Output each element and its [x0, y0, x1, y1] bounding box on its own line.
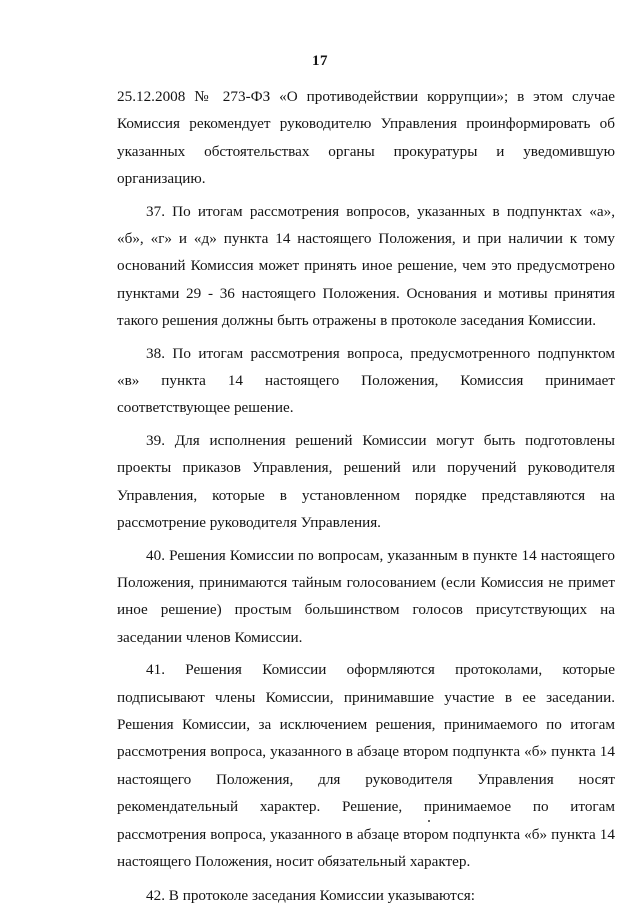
paragraph-37: 37. По итогам рассмотрения вопросов, указанных в подпунктах «а», «б», «г» и «д» пункта 14 настоящего Положения, и при наличии к тому оснований Комиссия может принять иное решение, чем это предусмотрено пунктами 29 - 36 настоящего Положения. Основания и мотивы принятия такого решения должны быть отражены в протоколе заседания Комиссии.: [117, 202, 615, 330]
paragraph-40: 40. Решения Комиссии по вопросам, указанным в пункте 14 настоящего Положения, принимаются тайным голосованием (если Комиссия не примет иное решение) простым большинством голосов присутствующих на заседании членов Комиссии.: [117, 546, 615, 646]
paragraph-42: 42. В протоколе заседания Комиссии указываются:: [146, 887, 475, 905]
paragraph-continuation: 25.12.2008 № 273-ФЗ «О противодействии коррупции»; в этом случае Комиссия рекомендует руководителю Управления проинформировать об указанных обстоятельствах органы прокуратуры и уведомившую организацию.: [117, 88, 615, 188]
scan-speck: [428, 820, 430, 822]
page-number: 17: [312, 53, 328, 69]
paragraph-39: 39. Для исполнения решений Комиссии могут быть подготовлены проекты приказов Управления, решений или поручений руководителя Управления, которые в установленном порядке представляются на рассмотрение руководителя Управления.: [117, 431, 615, 532]
document-body: [117, 83, 615, 915]
paragraph-41: 41. Решения Комиссии оформляются протоколами, которые подписывают члены Комиссии, принимавшие участие в ее заседании. Решения Комиссии, за исключением решения, принимаемого по итогам рассмотрения вопроса, указанного в абзаце втором подпункта «б» пункта 14 настоящего Положения, для руководителя Управления носят рекомендательный характер. Решение, принимаемое по итогам рассмотрения вопроса, указанного в абзаце втором подпункта «б» пункта 14 настоящего Положения, носит обязательный характер.: [117, 661, 615, 870]
paragraph-38: 38. По итогам рассмотрения вопроса, предусмотренного подпунктом «в» пункта 14 настоящего Положения, Комиссия принимает соответствующее решение.: [117, 344, 615, 417]
